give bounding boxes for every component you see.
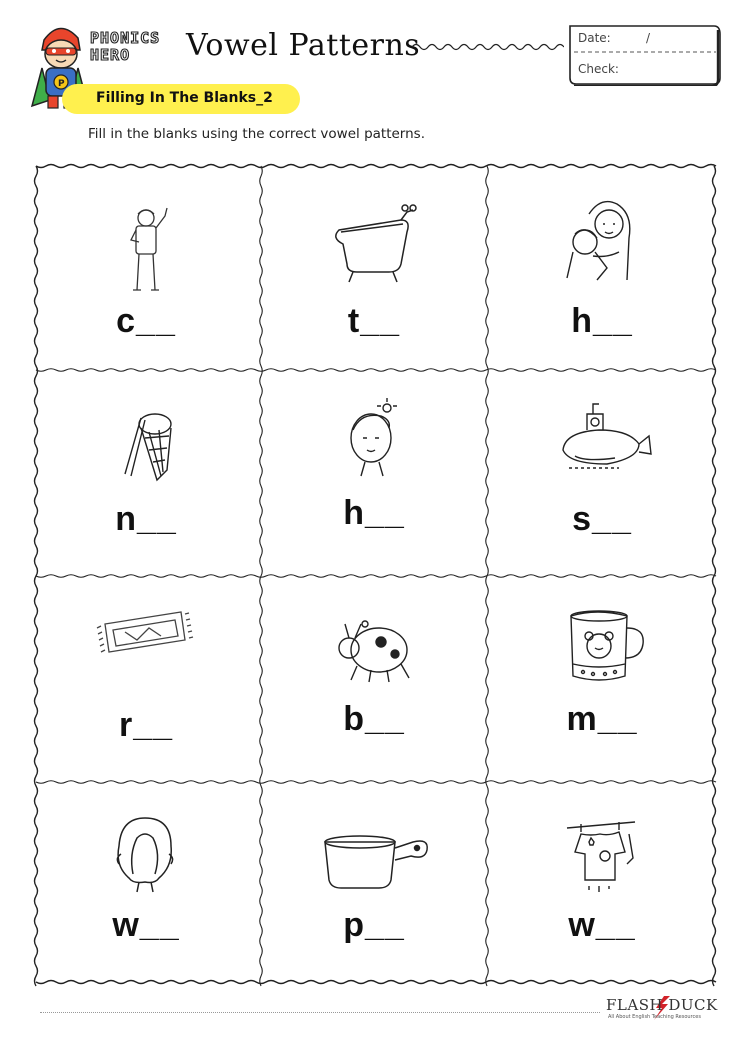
word-blank: s__	[572, 500, 632, 538]
page-title: Vowel Patterns	[186, 28, 421, 63]
grid-row-divider	[36, 575, 716, 578]
word-blank: w__	[112, 906, 180, 944]
cell-1	[33, 168, 259, 368]
grid-row-divider	[36, 369, 716, 372]
word-blank: t__	[347, 302, 401, 340]
cell-3	[489, 168, 715, 368]
cell-7	[33, 578, 259, 778]
decorative-wave-line	[412, 40, 564, 54]
submarine-icon	[489, 372, 715, 502]
cell-6	[489, 372, 715, 572]
cell-11	[261, 784, 487, 984]
word-blank: m__	[566, 700, 638, 738]
cell-2	[261, 168, 487, 368]
washing-icon	[489, 784, 715, 914]
word-blank: p__	[343, 906, 405, 944]
bathtub-icon	[261, 168, 487, 308]
date-slash: /	[646, 31, 651, 45]
mug-icon	[489, 578, 715, 708]
worksheet-subtitle: Filling In The Blanks_2	[96, 90, 273, 106]
word-blank: c__	[116, 302, 176, 340]
date-label: Date:	[578, 31, 611, 45]
word-blank: h__	[571, 302, 633, 340]
cell-10	[33, 784, 259, 984]
word-blank: h__	[343, 494, 405, 532]
pan-icon	[261, 784, 487, 914]
cell-4	[33, 372, 259, 572]
coach-icon	[33, 168, 259, 308]
head-icon	[261, 372, 487, 502]
word-blank: b__	[343, 700, 405, 738]
word-blank: n__	[115, 500, 177, 538]
cell-9	[489, 578, 715, 778]
flash-duck-tagline: All About English Teaching Resources	[608, 1014, 701, 1020]
flash-duck-brand: FLASH DUCK	[606, 996, 718, 1014]
wig-icon	[33, 784, 259, 914]
bug-icon	[261, 578, 487, 708]
logo-phonics-text: PHONICS	[90, 29, 161, 47]
hug-icon	[489, 168, 715, 308]
cell-5	[261, 372, 487, 572]
check-label: Check:	[578, 62, 619, 76]
logo-hero-text: HERO	[90, 46, 131, 64]
cell-8	[261, 578, 487, 778]
picture-word-grid	[30, 160, 720, 988]
svg-text:P: P	[58, 79, 65, 89]
word-blank: w__	[568, 906, 636, 944]
grid-row-divider	[36, 781, 716, 784]
cell-12	[489, 784, 715, 984]
net-icon	[33, 372, 259, 502]
rug-icon	[33, 578, 259, 708]
instruction-text: Fill in the blanks using the correct vowel patterns.	[88, 126, 425, 142]
word-blank: r__	[118, 706, 174, 744]
footer-divider	[40, 1012, 600, 1013]
